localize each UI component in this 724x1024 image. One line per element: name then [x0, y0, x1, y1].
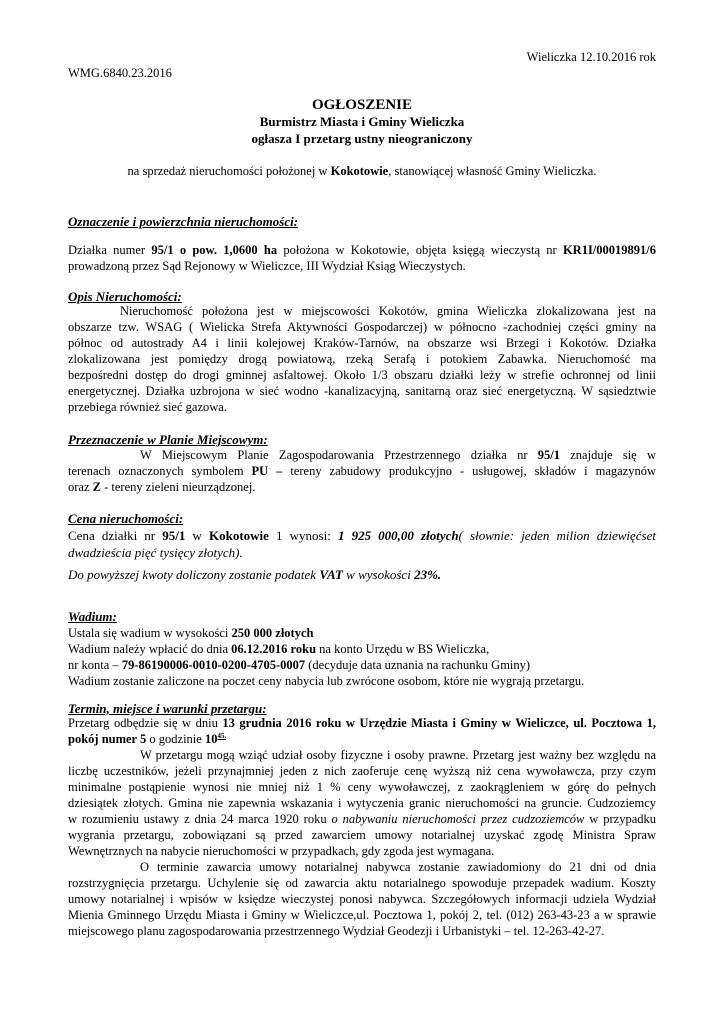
auction-date-place: 13 grudnia 2016 roku w Urzędzie Miasta i Gminy w Wieliczce, ul. Pocztowa 1,: [222, 716, 657, 730]
price-line-2: dwadzieścia pięć tysięcy złotych).: [68, 545, 243, 560]
text-span: Ustala się wadium w wysokości: [68, 626, 232, 640]
intro-after: , stanowiącej własność Gminy Wieliczka.: [388, 164, 597, 178]
deposit-line-1: [68, 626, 656, 642]
terms-paragraph-line: dziesiątek złotych. Gmina nie zapewnia wskazania i wytyczenia granic nieruchomości na gruncie. Cudzoziemcy: [68, 796, 656, 810]
text-span: na konto Urzędu w BS Wieliczka,: [316, 642, 490, 656]
text-span: 1 wynosi:: [268, 528, 338, 543]
description-line: energetycznej. Działka uzbrojona w sieć wodno -kanalizacyjną, sanitarną oraz sieć energetyczną. W sąsiedztwie: [68, 384, 656, 398]
text-span: o godzinie: [146, 732, 205, 746]
description-line: północ od autostrady A4 i linii kolejowej Kraków-Tarnów, na obszarze wsi Brzegi i Kokotów. Działka: [68, 336, 656, 350]
description-line: zlokalizowana jest pomiędzy drogą powiatową, rzeką Serafą i potokiem Zabawka. Nieruchomość ma: [68, 352, 656, 366]
price-amount: 1 925 000,00 złotych: [337, 528, 459, 543]
text-span: Do powyższej kwoty doliczony zostanie podatek: [68, 567, 320, 582]
text-span: terenach oznaczonych symbolem: [68, 464, 252, 478]
text-span: oraz: [68, 480, 93, 494]
description-line: przebiega również sieć gazowa.: [68, 400, 227, 414]
section-heading-zoning: Przeznaczenie w Planie Miejscowym:: [68, 432, 268, 447]
plot-number: 95/1: [162, 528, 186, 543]
plot-number: 95/1: [537, 448, 560, 462]
deposit-line-2: [68, 642, 656, 658]
intro-before: na sprzedaż nieruchomości położonej w: [127, 164, 331, 178]
zoning-line-2: [68, 464, 656, 480]
text-span: w wysokości: [342, 567, 415, 582]
deposit-deadline: 06.12.2016 roku: [231, 642, 317, 656]
terms-paragraph-line: liczbę uczestników, jeżeli przynajmniej jeden z nich zaoferuje cenę wyższą niż cena wywoławcza, przy czym: [68, 764, 656, 778]
text-span: tereny zabudowy produkcyjno - usługowej, składów i magazynów: [282, 464, 656, 478]
section-heading-price: Cena nieruchomości:: [68, 511, 184, 526]
deposit-line-3: [68, 658, 656, 674]
price-in-words: ( słownie: jeden milion dziewięćset: [458, 528, 656, 543]
text-span: znajduje się w: [560, 448, 656, 462]
price-vat-line: [68, 567, 656, 583]
bank-account-number: 79-86190006-0010-0200-4705-0007: [121, 658, 306, 672]
text-span: - tereny zieleni nieurządzonej.: [100, 480, 256, 494]
document-title: OGŁOSZENIE: [311, 97, 413, 113]
designation-line-1: [68, 243, 656, 259]
description-line: Nieruchomość położona jest w miejscowości Kokotów, gmina Wieliczka zlokalizowana jest na: [120, 304, 656, 318]
text-span: W Miejscowym Planie Zagospodarowania Przestrzennego działka nr: [140, 448, 538, 462]
zoning-line-1: [140, 448, 656, 464]
place-date: Wieliczka 12.10.2016 rok: [526, 50, 656, 64]
section-heading-deposit: Wadium:: [68, 609, 117, 624]
intro-line: [68, 164, 656, 180]
vat-label: VAT: [319, 567, 343, 582]
price-line-1: [68, 528, 656, 544]
plot-area: 95/1 o pow. 1,0600 ha: [151, 243, 278, 257]
tender-type-line: ogłasza I przetarg ustny nieograniczony: [251, 131, 473, 146]
terms-line-1: [68, 716, 656, 732]
terms-paragraph-line: miejscowego planu zagospodarowania przestrzennego Wydział Geodezji i Urbanistyki – tel. 12-263-42-27.: [68, 924, 605, 938]
text-span: położona w Kokotowie, objęta księgą wieczystą nr: [277, 243, 563, 257]
zoning-symbol-pu: PU –: [251, 464, 283, 478]
text-span: Cena działki nr: [68, 528, 163, 543]
terms-line-2: [68, 732, 656, 748]
auction-hour: 10: [204, 732, 218, 746]
description-line: obszarze tzw. WSAG ( Wielicka Strefa Aktywności Gospodarczej) w północno -zachodniej części gminy na: [68, 320, 656, 334]
terms-paragraph-line: umowy notarialnej i wpisów w księdze wieczystej ponosi nabywca. Szczegółowych informacji udziela Wydział: [68, 892, 656, 906]
land-register-number: KR1I/00019891/6: [562, 243, 656, 257]
reference-number: WMG.6840.23.2016: [68, 66, 172, 80]
terms-paragraph-line: minimalne postąpienie wynosi nie mniej niż 1 % ceny wywoławczej, z zaokrągleniem w górę do pełnych: [68, 780, 656, 794]
text-span: Działka numer: [68, 243, 152, 257]
text-span: w przypadku: [584, 812, 656, 826]
terms-paragraph-line: rozstrzygnięcia przetargu. Uchylenie się od zawarcia aktu notarialnego spowoduje przepadek wadium. Koszty: [68, 876, 656, 890]
zoning-line-3: [68, 480, 656, 496]
section-heading-description: Opis Nieruchomości:: [68, 289, 182, 304]
text-span: Wadium należy wpłacić do dnia: [68, 642, 232, 656]
terms-paragraph-line: O terminie zawarcia umowy notarialnej nabywca zostanie zawiadomiony do 21 dni od dnia: [140, 860, 656, 874]
deposit-line-4: Wadium zostanie zaliczone na poczet ceny nabycia lub zwrócone osobom, które nie wygrają przetargu.: [68, 674, 585, 688]
zoning-symbol-z: Z: [92, 480, 101, 494]
issuer-line: Burmistrz Miasta i Gminy Wieliczka: [259, 114, 465, 129]
section-heading-terms: Termin, miejsce i warunki przetargu:: [68, 701, 267, 716]
auction-minutes: 45.: [217, 732, 227, 740]
text-span: Przetarg odbędzie się w dniu: [68, 716, 223, 730]
text-span: nr konta –: [68, 658, 122, 672]
location-name: Kokotowie: [208, 528, 269, 543]
text-span: (decyduje data uznania na rachunku Gminy): [305, 658, 531, 672]
text-span: w rozumieniu ustawy z dnia 24 marca 1920 roku: [68, 812, 332, 826]
section-heading-designation: Oznaczenie i powierzchnia nieruchomości:: [68, 214, 299, 229]
intro-place: Kokotowie: [330, 164, 389, 178]
deposit-amount: 250 000 złotych: [231, 626, 314, 640]
description-line: bezpośredni dostęp do drogi gminnej asfaltowej. Około 1/3 obszaru działki leży w strefie ochronnej od linii: [68, 368, 656, 382]
terms-paragraph-line: Mienia Gminnego Urzędu Miasta i Gminy w Wieliczce,ul. Pocztowa 1, pokój 2, tel. (012) 263-43-23 a w sprawie: [68, 908, 656, 922]
terms-paragraph-line: Wewnętrznych na nabycie nieruchomości w przypadkach, gdy zgoda jest wymagana.: [68, 844, 495, 858]
terms-paragraph-line: W przetargu mogą wziąć udział osoby fizyczne i osoby prawne. Przetarg jest ważny bez względu na: [140, 748, 656, 762]
terms-paragraph-line: [68, 812, 656, 828]
designation-line-2: prowadzoną przez Sąd Rejonowy w Wieliczce, III Wydział Ksiąg Wieczystych.: [68, 259, 466, 273]
terms-paragraph-line: wygrania przetargu, zobowiązani są przed zawarciem umowy notarialnej uzyskać zgodę Ministra Spraw: [68, 828, 656, 842]
vat-rate: 23%.: [414, 567, 442, 582]
text-span: w: [185, 528, 209, 543]
room-number: pokój numer 5: [68, 732, 147, 746]
act-title: o nabywaniu nieruchomości przez cudzoziemców: [331, 812, 585, 826]
